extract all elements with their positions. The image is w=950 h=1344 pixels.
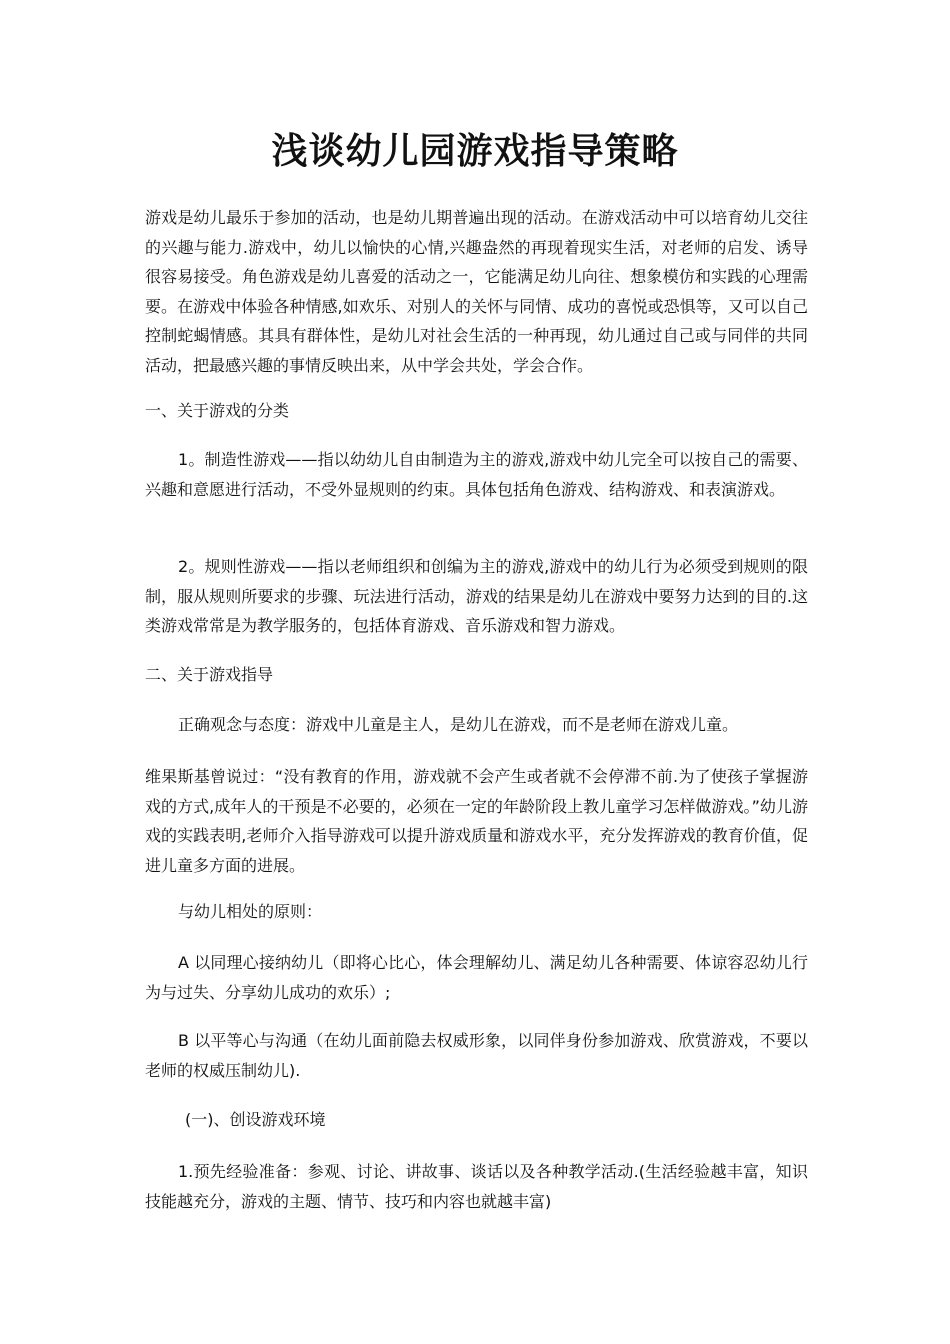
principle-a: A 以同理心接纳幼儿（即将心比心，体会理解幼儿、满足幼儿各种需要、体谅容忍幼儿行为与过失、分享幼儿成功的欢乐）; bbox=[145, 953, 808, 1002]
section2-concept: 正确观念与态度：游戏中儿童是主人，是幼儿在游戏，而不是老师在游戏儿童。 bbox=[178, 715, 739, 734]
subsection1-heading: (一)、创设游戏环境 bbox=[185, 1110, 326, 1129]
section2-heading: 二、关于游戏指导 bbox=[145, 665, 274, 684]
section1-item1: 1。制造性游戏——指以幼幼儿自由制造为主的游戏,游戏中幼儿完全可以按自己的需要、兴趣和意愿进行活动，不受外显规则的约束。具体包括角色游戏、结构游戏、和表演游戏。 bbox=[145, 450, 808, 499]
section1-item2: 2。规则性游戏——指以老师组织和创编为主的游戏,游戏中的幼儿行为必须受到规则的限制，服从规则所要求的步骤、玩法进行活动，游戏的结果是幼儿在游戏中要努力达到的目的.这类游戏常常是为教学服务的，包括体育游戏、音乐游戏和智力游戏。 bbox=[145, 557, 808, 635]
principle-b: B 以平等心与沟通（在幼儿面前隐去权威形象，以同伴身份参加游戏、欣赏游戏，不要以老师的权威压制幼儿). bbox=[145, 1031, 808, 1080]
intro-paragraph: 游戏是幼儿最乐于参加的活动，也是幼儿期普遍出现的活动。在游戏活动中可以培育幼儿交往的兴趣与能力.游戏中，幼儿以愉快的心情,兴趣盎然的再现着现实生活，对老师的启发、诱导很容易接受。角色游戏是幼儿喜爱的活动之一，它能满足幼儿向往、想象模仿和实践的心理需要。在游戏中体验各种情感,如欢乐、对别人的关怀与同情、成功的喜悦或恐惧等，又可以自己控制蛇蝎情感。其具有群体性，是幼儿对社会生活的一种再现，幼儿通过自己或与同伴的共同活动，把最感兴趣的事情反映出来，从中学会共处，学会合作。 bbox=[145, 208, 808, 375]
subsection1-item1: 1.预先经验准备：参观、讨论、讲故事、谈话以及各种教学活动.(生活经验越丰富，知识技能越充分，游戏的主题、情节、技巧和内容也就越丰富) bbox=[145, 1162, 808, 1211]
section1-heading: 一、关于游戏的分类 bbox=[145, 401, 290, 420]
section2-principles: 与幼儿相处的原则： bbox=[178, 902, 323, 921]
section2-quote: 维果斯基曾说过：“没有教育的作用，游戏就不会产生或者就不会停滞不前.为了使孩子掌握游戏的方式,成年人的干预是不必要的，必须在一定的年龄阶段上教儿童学习怎样做游戏。”幼儿游戏的实践表明,老师介入指导游戏可以提升游戏质量和游戏水平，充分发挥游戏的教育价值，促进儿童多方面的进展。 bbox=[145, 767, 808, 875]
document-title: 浅谈幼儿园游戏指导策略 bbox=[271, 131, 679, 172]
